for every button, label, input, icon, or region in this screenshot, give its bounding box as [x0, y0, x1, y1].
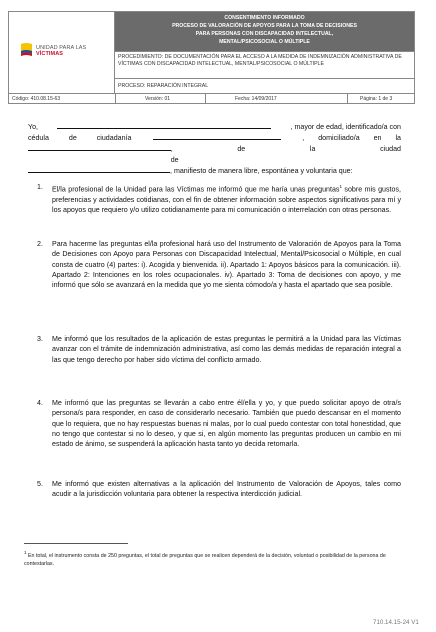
meta-divider [115, 94, 116, 104]
title-line-1: CONSENTIMIENTO INFORMADO [224, 15, 305, 21]
footnote [24, 549, 402, 568]
title-line-3: PARA PERSONAS CON DISCAPACIDAD INTELECTUAL, [195, 31, 334, 37]
intro-manifiesto: , manifiesto de manera libre, espontánea y voluntaria que: [170, 166, 353, 175]
item-number: 1. [37, 183, 43, 191]
intro-yo: Yo, [28, 123, 38, 131]
item-number: 4. [37, 399, 43, 407]
item-number: 5. [37, 480, 43, 488]
name-blank[interactable] [57, 121, 271, 129]
proceso-cell: PROCESO: REPARACIÓN INTEGRAL [118, 83, 209, 89]
intro-cedula: cédula de ciudadanía [28, 134, 132, 143]
colombia-flag-icon [20, 42, 33, 58]
document-title [115, 12, 414, 52]
intro-mayor: , mayor de edad, identificado/a con [290, 123, 401, 131]
version-label: Versión: 01 [145, 96, 171, 102]
document-code: 710.14.15-24 V1 [373, 619, 419, 626]
intro-line-3 [28, 143, 401, 164]
document-header [8, 11, 415, 104]
fecha-label: Fecha: 14/09/2017 [235, 96, 277, 102]
item-text: Para hacerme las preguntas el/la profesional hará uso del Instrumento de Valoración de Apoyos para la Toma de Decisiones con Apoyo para Personas con Discapacidad Intelectual, Mental/Psicosocial o Múltiple, en cual consta de cuatro (4) partes: i). Acogida y bienvenida. ii). Apartado 1: Apoyos básicos para la comunicación. iii). Apartado 2: Intenciones en los roles ocupacionales. iv). Apartado 3: Toma de decisiones con apoyo, y me informó que sólo se avanzará en la medida que yo me sienta cómodo/a y hasta el apartado que sea posible. [52, 240, 401, 290]
intro-paragraph [28, 121, 401, 176]
intro-line-2 [28, 132, 401, 143]
footnote-divider [24, 543, 128, 544]
logo-text-part1: UNIDAD PARA LAS [36, 45, 87, 51]
item-text: Me informó que existen alternativas a la aplicación del Instrumento de Valoración de Apoyos, tales como acudir a la jurisdicción voluntaria para obtener la respectiva interdicción judicial. [52, 480, 401, 499]
logo-text-part2: VÍCTIMAS [36, 51, 64, 57]
item-text [52, 182, 401, 215]
item-text: Me informó que las preguntas se llevarán a cabo entre él/ella y yo, y que puedo solicitar apoyo de otra/s persona/s para responder, en caso de considerarlo necesario. También que puedo descansar en el momento que lo requiera, que no hay respuestas buenas ni malas, por lo cual puedo contestar con total honestidad, que no tengo que contestar si no lo deseo, y que si, en algún momento las preguntas producen un cambio en mi estado de ánimo, se suspenderá la aplicación hasta tanto yo decida retomarla. [52, 399, 401, 449]
title-line-4: MENTAL/PSICOSOCIAL O MÚLTIPLE [219, 39, 310, 45]
domicilio-blank[interactable] [28, 143, 171, 151]
header-meta-row [9, 93, 414, 104]
footnote-ref: 1 [339, 184, 342, 189]
item-text-part: sobre mis gustos, preferencias y actividades cotidianas, con el fin de obtener información sobre aspectos significativos para mí y los apoyos que requiero y/o utilizo cotidianamente para mi comunicación o interrelación con otras personas. [52, 185, 401, 214]
footnote-mark: 1 [24, 550, 27, 555]
title-line-2: PROCESO DE VALORACIÓN DE APOYOS PARA LA TOMA DE DECISIONES [172, 23, 357, 29]
logo-cell [9, 12, 115, 93]
cedula-blank[interactable] [153, 132, 281, 140]
item-number: 2. [37, 240, 43, 248]
footnote-text: En total, el instrumento consta de 250 preguntas, el total de preguntas que se realicen dependerá de la decisión, voluntad o posibilidad de la persona de contestarlas. [24, 552, 386, 567]
procedimiento-cell: PROCEDIMIENTO: DE DOCUMENTACIÓN PARA EL ACCESO A LA MEDIDA DE INDEMNIZACIÓN ADMINISTRATIVA DE VÍCTIMAS CON DISCAPACIDAD INTELECTUAL, MENTAL/PSICOSOCIAL O MÚLTIPLE [115, 52, 414, 79]
codigo-label: Código: 410.08.15-63 [12, 96, 61, 102]
item-text-part: El/la profesional de la Unidad para las Víctimas me informó que me haría unas preguntas [52, 185, 340, 194]
logo-text [36, 45, 114, 57]
intro-line-1 [28, 121, 401, 132]
intro-line-4 [28, 165, 401, 176]
meta-divider [205, 94, 206, 104]
item-number: 3. [37, 335, 43, 343]
intro-domiciliado: , domiciliado/a en la [302, 134, 401, 143]
pagina-label: Página: 1 de 3 [360, 96, 393, 102]
intro-de: , de la ciudad de [170, 145, 401, 164]
meta-divider [347, 94, 348, 104]
ciudad-blank[interactable] [28, 165, 170, 173]
item-text: Me informó que los resultados de la aplicación de estas preguntas le permitirá a la Unidad para las Víctimas avanzar con el trámite de indemnización administrativa, así como las demás medidas de reparación integral a las que tengo derecho por haber sido víctima del conflicto armado. [52, 335, 401, 364]
